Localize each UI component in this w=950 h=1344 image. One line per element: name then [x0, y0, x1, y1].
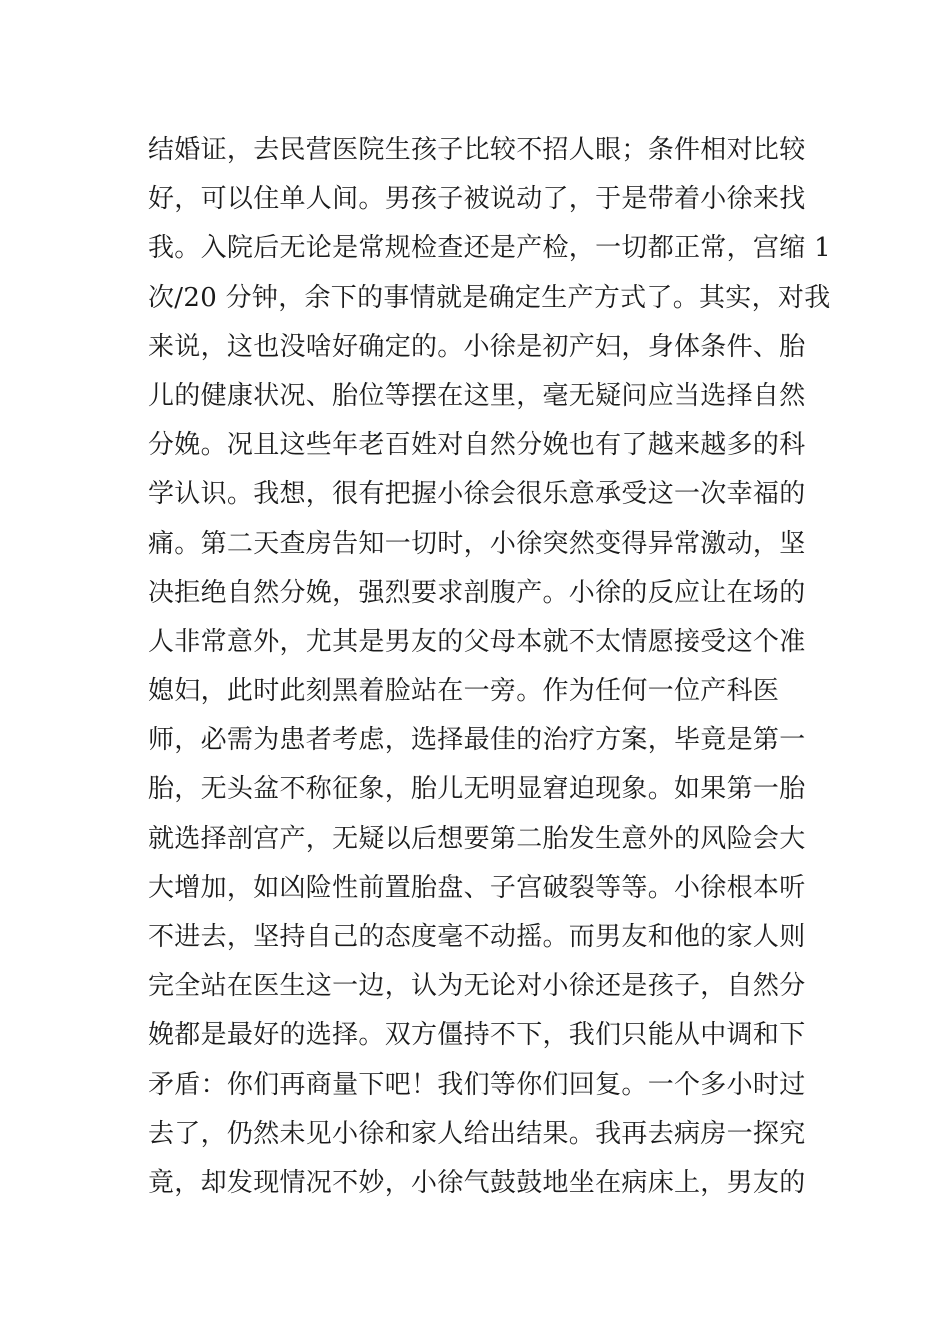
- text-line: 竟，却发现情况不妙，小徐气鼓鼓地坐在病床上，男友的: [148, 1167, 806, 1198]
- text-line: 学认识。我想，很有把握小徐会很乐意承受这一次幸福的: [148, 479, 806, 510]
- text-line: 师，必需为患者考虑，选择最佳的治疗方案，毕竟是第一: [148, 725, 806, 756]
- text-line: 人非常意外，尤其是男友的父母本就不太情愿接受这个准: [148, 626, 806, 657]
- text-line: 分娩。况且这些年老百姓对自然分娩也有了越来越多的科: [148, 430, 806, 461]
- text-line: 决拒绝自然分娩，强烈要求剖腹产。小徐的反应让在场的: [148, 577, 806, 608]
- text-line: 媳妇，此时此刻黑着脸站在一旁。作为任何一位产科医: [148, 676, 780, 707]
- text-line: 结婚证，去民营医院生孩子比较不招人眼；条件相对比较: [148, 135, 806, 165]
- text-line: 矛盾：你们再商量下吧！我们等你们回复。一个多小时过: [148, 1069, 806, 1100]
- text-line: 不进去，坚持自己的态度毫不动摇。而男友和他的家人则: [148, 922, 806, 952]
- text-line: 娩都是最好的选择。双方僵持不下，我们只能从中调和下: [148, 1020, 806, 1051]
- body-text: [148, 126, 831, 1208]
- text-line: 大增加，如凶险性前置胎盘、子宫破裂等等。小徐根本听: [148, 872, 806, 903]
- text-line: 去了，仍然未见小徐和家人给出结果。我再去病房一探究: [148, 1118, 806, 1149]
- text-line: 痛。第二天查房告知一切时，小徐突然变得异常激动，坚: [148, 528, 806, 559]
- text-line: 完全站在医生这一边，认为无论对小徐还是孩子，自然分: [148, 971, 806, 1002]
- text-line: 次/20 分钟，余下的事情就是确定生产方式了。其实，对我: [148, 282, 831, 313]
- text-line: 我。入院后无论是常规检查还是产检，一切都正常，宫缩 1: [148, 233, 831, 264]
- text-line: 儿的健康状况、胎位等摆在这里，毫无疑问应当选择自然: [148, 380, 806, 411]
- text-line: 胎，无头盆不称征象，胎儿无明显窘迫现象。如果第一胎: [148, 774, 806, 805]
- text-line: 就选择剖宫产，无疑以后想要第二胎发生意外的风险会大: [148, 823, 806, 854]
- text-line: 来说，这也没啥好确定的。小徐是初产妇，身体条件、胎: [148, 331, 806, 362]
- text-line: 好，可以住单人间。男孩子被说动了，于是带着小徐来找: [148, 184, 806, 215]
